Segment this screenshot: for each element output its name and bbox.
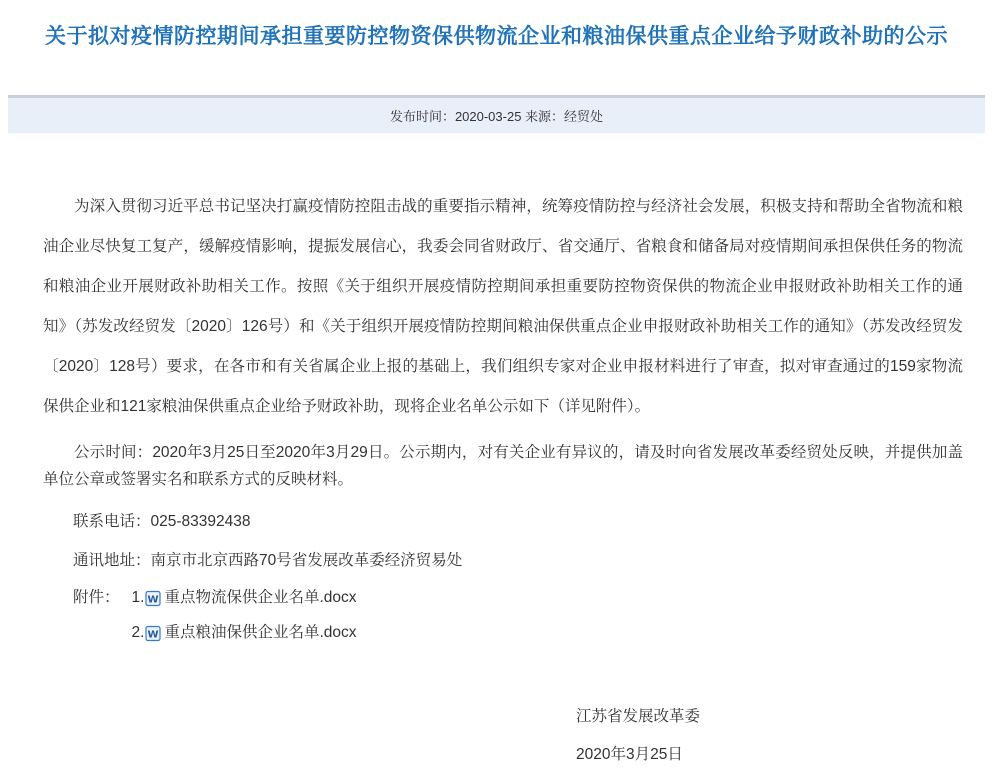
attachment-name[interactable]: 重点粮油保供企业名单.docx	[164, 624, 357, 641]
attachment-link-1[interactable]	[132, 587, 357, 609]
publish-meta: 发布时间：2020-03-25 来源：经贸处	[389, 109, 604, 124]
page-title: 关于拟对疫情防控期间承担重要防控物资保供物流企业和粮油保供重点企业给予财政补助的公示	[45, 25, 948, 48]
attachments-section	[43, 587, 963, 644]
word-doc-icon	[145, 625, 161, 642]
svg-text:W: W	[147, 594, 159, 605]
body-paragraph-2: 公示时间：2020年3月25日至2020年3月29日。公示期内，对有关企业有异议的，请及时向省发展改革委经贸处反映，并提供加盖单位公章或签署实名和联系方式的反映材料。	[43, 444, 963, 488]
document-body	[43, 187, 963, 765]
attachment-name[interactable]: 重点物流保供企业名单.docx	[164, 589, 357, 606]
body-paragraph-1: 为深入贯彻习近平总书记坚决打赢疫情防控阻击战的重要指示精神，统筹疫情防控与经济社会发展，积极支持和帮助全省物流和粮油企业尽快复工复产，缓解疫情影响，提振发展信心，我委会同省财政厅、省交通厅、省粮食和储备局对疫情期间承担保供任务的物流和粮油企业开展财政补助相关工作。按照《关于组织开展疫情防控期间承担重要防控物资保供的物流企业申报财政补助相关工作的通知》（苏发改经贸发〔2020〕126号）和《关于组织开展疫情防控期间粮油保供重点企业申报财政补助相关工作的通知》（苏发改经贸发〔2020〕128号）要求，在各市和有关省属企业上报的基础上，我们组织专家对企业申报材料进行了审查，拟对审查通过的159家物流保供企业和121家粮油保供重点企业给予财政补助，现将企业名单公示如下（详见附件）。	[43, 198, 963, 415]
contact-phone: 联系电话：025-83392438	[73, 513, 251, 530]
svg-text:W: W	[147, 629, 159, 640]
word-doc-icon	[145, 590, 161, 607]
contact-address: 通讯地址：南京市北京西路70号省发展改革委经济贸易处	[73, 552, 463, 569]
title-section	[0, 0, 993, 52]
issue-date: 2020年3月25日	[576, 746, 683, 763]
attachment-index: 2.	[131, 624, 145, 641]
attachments-list	[132, 587, 357, 644]
attachment-index: 1.	[131, 589, 145, 606]
signature-block	[43, 706, 963, 765]
attachment-link-2[interactable]	[132, 622, 357, 644]
attachments-label: 附件：	[73, 589, 120, 606]
meta-bar	[8, 95, 985, 133]
issuing-organization: 江苏省发展改革委	[576, 708, 701, 725]
